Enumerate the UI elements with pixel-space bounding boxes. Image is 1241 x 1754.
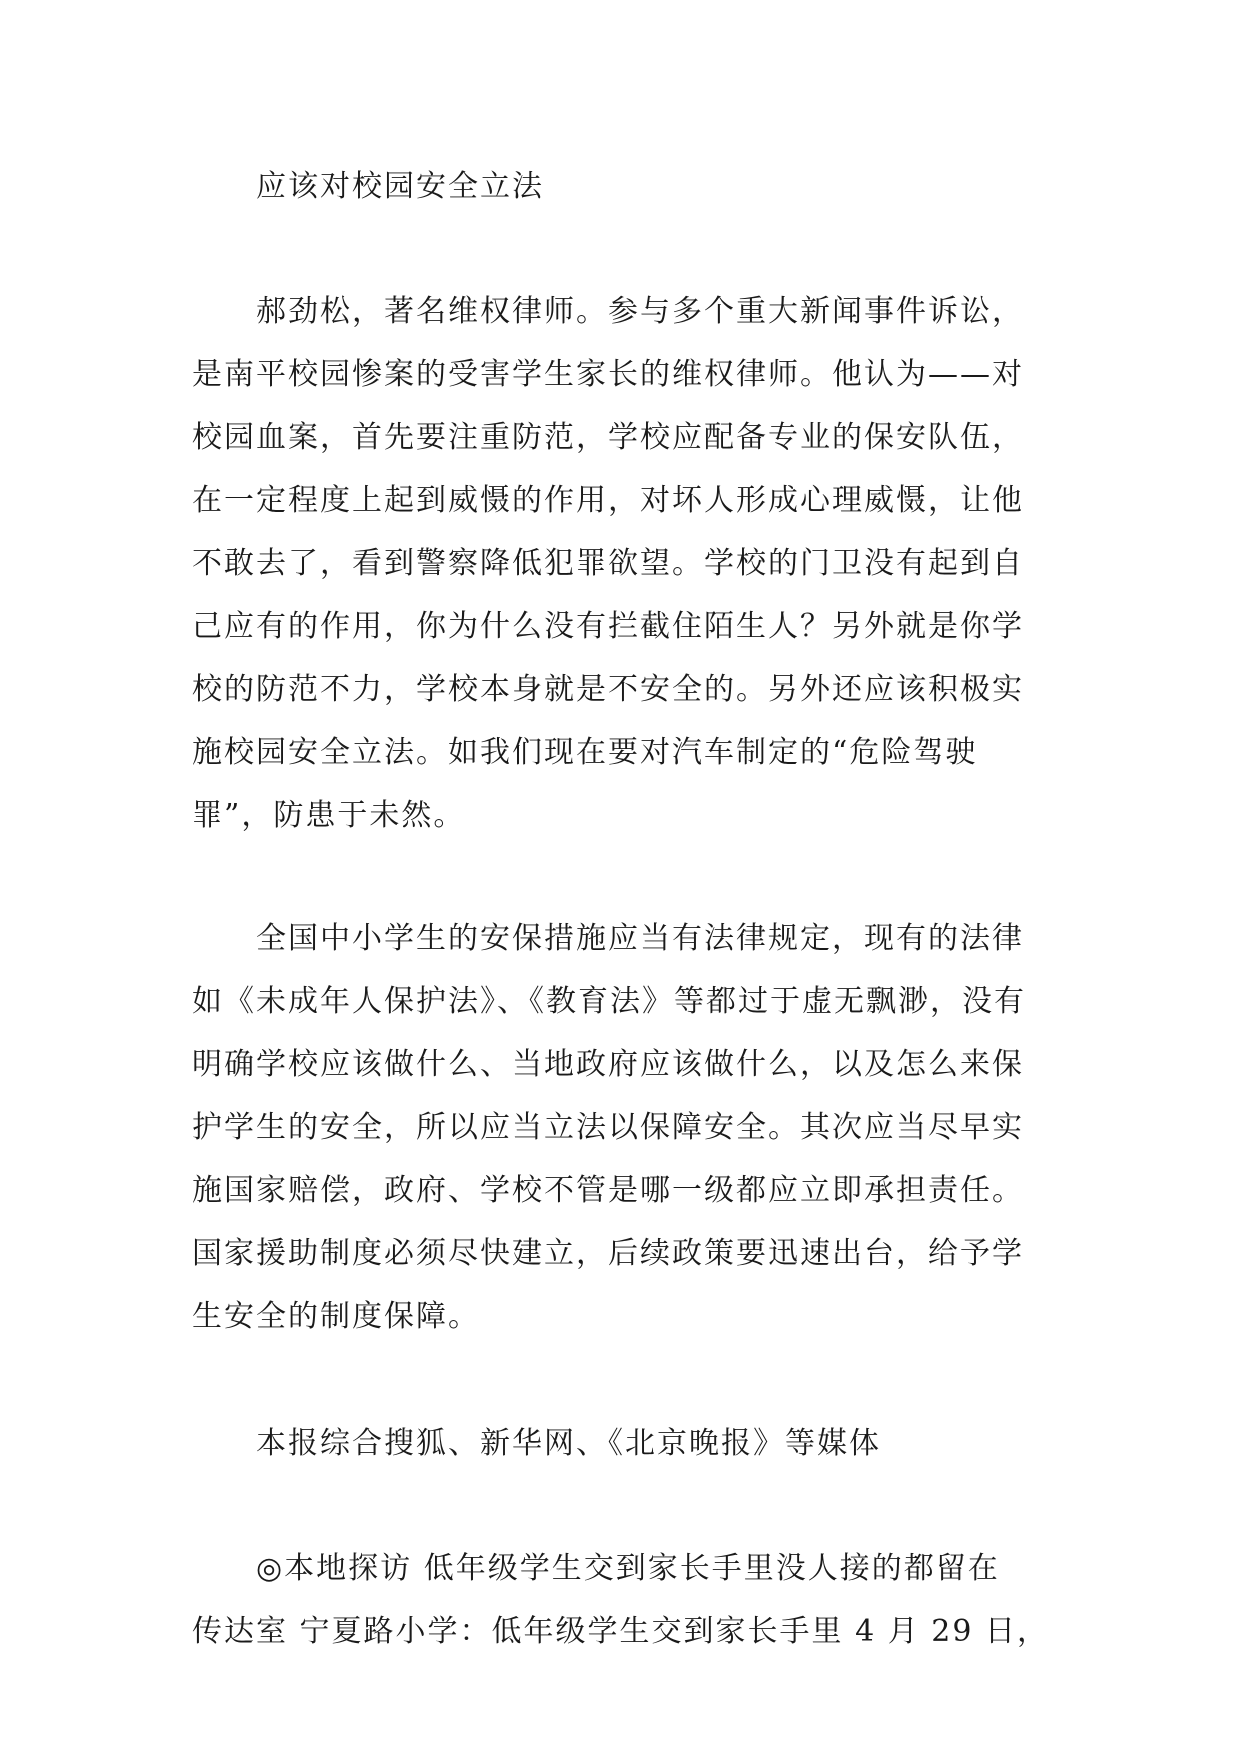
paragraph-legislation: 全国中小学生的安保措施应当有法律规定，现有的法律 如《未成年人保护法》、《教育法》等都过于虚无飘渺，没有 明确学校应该做什么、当地政府应该做什么，以及怎么来保 护学生的安全，所以应当立法以保障安全。其次应当尽早实 施国家赔偿，政府、学校不管是哪一级都应立即承担责任。 国家援助制度必须尽快建立，后续政策要迅速出台，给予学 生安全的制度保障。 [192,921,1026,1334]
paragraph-lawyer-opinion: 郝劲松，著名维权律师。参与多个重大新闻事件诉讼， 是南平校园惨案的受害学生家长的维权律师。他认为——对 校园血案，首先要注重防范，学校应配备专业的保安队伍， 在一定程度上起到威慑的作用，对坏人形成心理威慑，让他 不敢去了，看到警察降低犯罪欲望。学校的门卫没有起到自 己应有的作用，你为什么没有拦截住陌生人？另外就是你学 校的防范不力，学校本身就是不安全的。另外还应该积极实 施校园安全立法。如我们现在要对汽车制定的“危险驾驶 罪”，防患于未然。 [192,294,1024,833]
paragraph-gap [192,847,1072,907]
paragraph-gap [192,1348,1072,1412]
paragraph-local-report: ◎本地探访 低年级学生交到家长手里没人接的都留在 传达室 宁夏路小学：低年级学生交到家长手里 4 月 29 日， [192,1551,1049,1649]
document-body [192,155,1072,1663]
paragraph-gap [192,218,1072,280]
source-attribution: 本报综合搜狐、新华网、《北京晚报》等媒体 [256,1426,881,1461]
paragraph-gap [192,1475,1072,1537]
section-heading: 应该对校园安全立法 [256,169,544,204]
